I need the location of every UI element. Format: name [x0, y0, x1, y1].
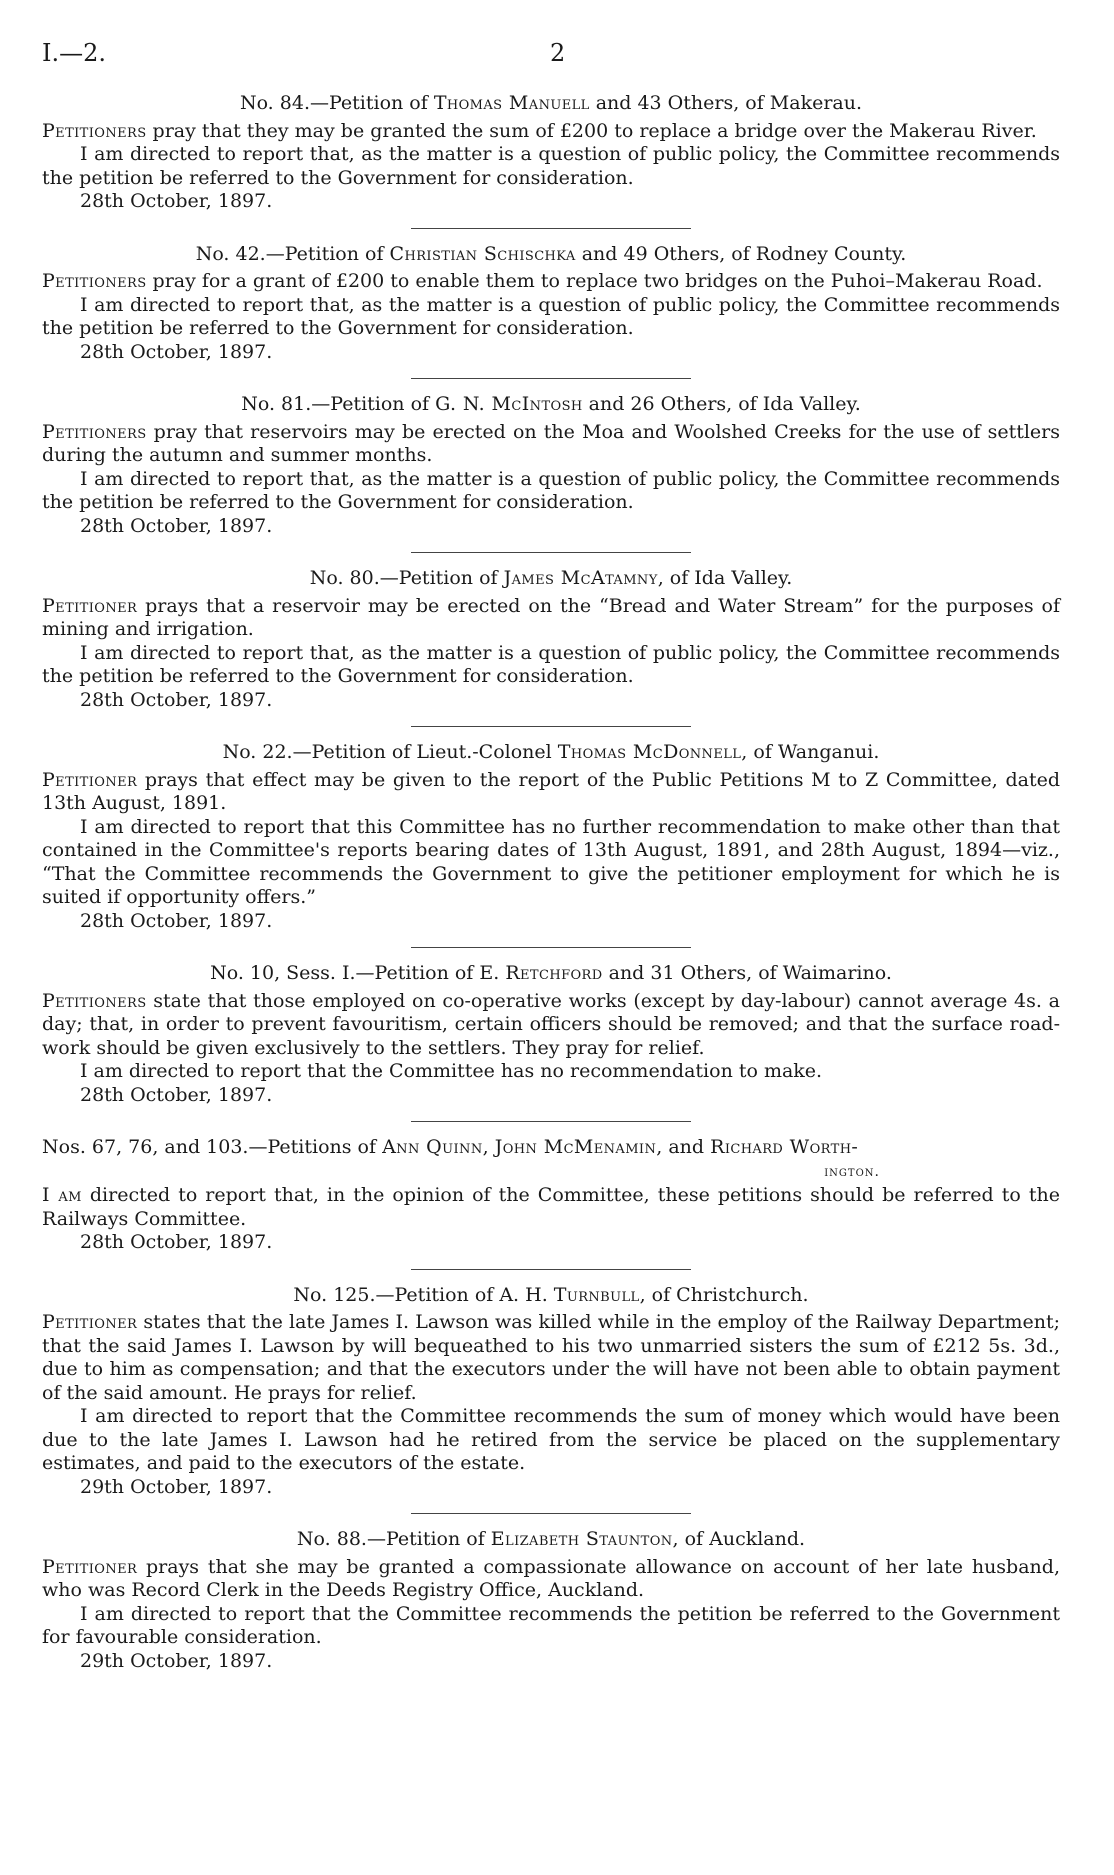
petition-heading: No. 10, Sess. I.—Petition of E. Retchford and 31 Others, of Waimarino.: [210, 962, 892, 984]
petition-body: Petitioner prays that she may be granted a compassionate allowance on account of her late husband, who was Record Clerk in the Deeds Registry Office, Auckland.: [42, 1555, 1060, 1601]
report-date: 28th October, 1897.: [80, 1231, 273, 1253]
petition-body: Petitioners pray for a grant of £200 to enable them to replace two bridges on the Puhoi–Makerau Road.: [42, 270, 1043, 292]
section-divider: [411, 726, 691, 727]
petition-heading: No. 84.—Petition of Thomas Manuell and 43 Others, of Makerau.: [239, 92, 863, 114]
petitioner-name: Thomas McDonnell: [557, 741, 742, 763]
petition-entry: [42, 1284, 1060, 1500]
petition-entry: [42, 92, 1060, 214]
report-date: 29th October, 1897.: [80, 1475, 273, 1498]
document-reference: I.—2.: [42, 39, 107, 67]
report-date: 28th October, 1897.: [80, 514, 273, 537]
petition-entry: [42, 741, 1060, 933]
petition-heading: No. 88.—Petition of Elizabeth Staunton, of Auckland.: [296, 1528, 806, 1550]
petition-heading: No. 81.—Petition of G. N. McIntosh and 26 Others, of Ida Valley.: [241, 393, 861, 415]
petition-heading: No. 22.—Petition of Lieut.-Colonel Thomas McDonnell, of Wanganui.: [222, 741, 880, 763]
committee-report: I am directed to report that the Committee recommends the petition be referred to the Government for favourable consideration.: [42, 1602, 1060, 1648]
report-date: 28th October, 1897.: [80, 190, 273, 212]
committee-report: I am directed to report that, in the opinion of the Committee, these petitions should be referred to the Railways Committee.: [42, 1184, 1060, 1230]
section-divider: [411, 1269, 691, 1270]
petitioner-name: Ann Quinn: [382, 1136, 483, 1158]
committee-report: I am directed to report that, as the matter is a question of public policy, the Committee recommends the petition be referred to the Government for consideration.: [42, 641, 1060, 687]
petition-body: Petitioners pray that reservoirs may be erected on the Moa and Woolshed Creeks for the use of settlers during the autumn and summer months.: [42, 420, 1060, 466]
committee-report: I am directed to report that this Committee has no further recommendation to make other than that contained in the Committee's reports bearing dates of 13th August, 1891, and 28th August, 1894—viz., “That the Committee recommends the Government to give the petitioner employment for which he is suited if opportunity offers.”: [42, 815, 1060, 908]
committee-report: I am directed to report that, as the matter is a question of public policy, the Committee recommends the petition be referred to the Government for consideration.: [42, 467, 1060, 513]
petition-entry: [42, 1528, 1060, 1673]
petition-heading: No. 80.—Petition of James McAtamny, of Ida Valley.: [309, 567, 793, 589]
section-divider: [411, 228, 691, 229]
petitioner-name: Retchford: [505, 962, 603, 984]
report-date: 28th October, 1897.: [80, 688, 273, 711]
section-divider: [411, 1513, 691, 1514]
petition-entry: [42, 567, 1060, 712]
petition-entry: [42, 393, 1060, 538]
petition-heading: No. 125.—Petition of A. H. Turnbull, of Christchurch.: [293, 1283, 809, 1306]
section-divider: [411, 552, 691, 553]
page-number: 2: [550, 39, 566, 67]
petitioner-name: Richard Worth-: [710, 1136, 859, 1158]
petitioner-name: James McAtamny: [503, 567, 658, 589]
petition-body: Petitioner states that the late James I. Lawson was killed while in the employ of the Railway Department; that the said James I. Lawson by will bequeathed to his two unmarried sisters the sum of £212 5s. 3d., due to him as compensation; and that the executors under the will have not been able to obtain payment of the said amount. He prays for relief.: [42, 1311, 1060, 1404]
petitioner-name: Elizabeth Staunton: [490, 1528, 673, 1550]
petition-heading: Nos. 67, 76, and 103.—Petitions of Ann Quinn, John McMenamin, and Richard Worth-: [42, 1136, 859, 1158]
report-date: 28th October, 1897.: [80, 909, 273, 932]
report-date: 29th October, 1897.: [80, 1649, 273, 1672]
running-head: [42, 38, 1060, 78]
section-divider: [411, 1121, 691, 1122]
committee-report: I am directed to report that the Committee has no recommendation to make.: [80, 1060, 823, 1082]
petition-entry: [42, 962, 1060, 1107]
committee-report: I am directed to report that, as the matter is a question of public policy, the Committee recommends the petition be referred to the Government for consideration.: [42, 143, 1060, 189]
committee-report: I am directed to report that, as the matter is a question of public policy, the Committee recommends the petition be referred to the Government for consideration.: [42, 293, 1060, 339]
section-divider: [411, 947, 691, 948]
petitioner-name: Christian Schischka: [389, 242, 576, 265]
petition-body: Petitioner prays that effect may be given to the report of the Public Petitions M to Z Committee, dated 13th August, 1891.: [42, 768, 1060, 814]
report-date: 28th October, 1897.: [80, 1083, 273, 1106]
section-divider: [411, 378, 691, 379]
report-date: 28th October, 1897.: [80, 340, 273, 363]
petitioner-name: John McMenamin: [494, 1136, 657, 1158]
petitioner-name: Turnbull: [553, 1283, 640, 1306]
petition-entry: [42, 243, 1060, 365]
petitioner-name: Thomas Manuell: [433, 92, 590, 114]
petitioner-name: G. N. McIntosh: [435, 393, 583, 415]
petitioner-name-continuation: ington.: [824, 1163, 880, 1180]
petition-body: Petitioners pray that they may be granted the sum of £200 to replace a bridge over the Makerau River.: [42, 119, 1037, 142]
petition-body: Petitioners state that those employed on co-operative works (except by day-labour) cannot average 4s. a day; that, in order to prevent favouritism, certain officers should be removed; and that the surface road-work should be given exclusively to the settlers. They pray for relief.: [42, 989, 1060, 1059]
petition-heading: No. 42.—Petition of Christian Schischka and 49 Others, of Rodney County.: [195, 242, 907, 265]
document-page: [42, 38, 1060, 1673]
group-petition-entry: [42, 1136, 1060, 1255]
committee-report: I am directed to report that the Committee recommends the sum of money which would have been due to the late James I. Lawson had he retired from the service be placed on the supplementary estimates, and paid to the executors of the estate.: [42, 1405, 1060, 1474]
petition-body: Petitioner prays that a reservoir may be erected on the “Bread and Water Stream” for the purposes of mining and irrigation.: [42, 594, 1060, 640]
